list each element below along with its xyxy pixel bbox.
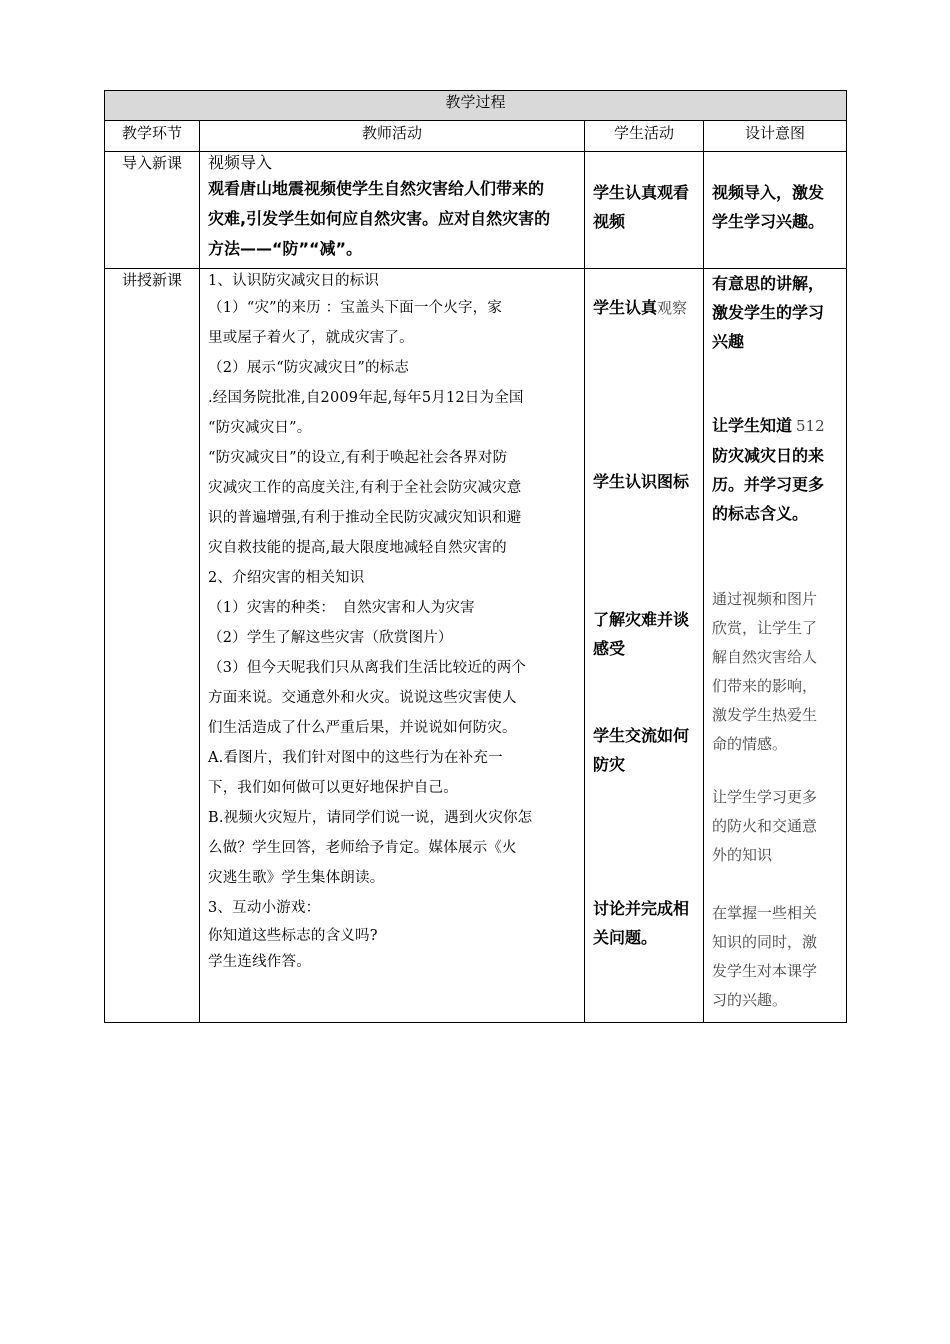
table-row [105,269,847,1023]
design-intent-intro [704,152,847,269]
text-line: （1）“灾”的来历 ：宝盖头下面一个火字，家 [208,300,503,316]
student-activity-intro [585,152,704,269]
student-activity-teaching [585,269,704,1023]
table-title: 教学过程 [105,91,847,121]
teacher-activity-intro [200,152,585,269]
text-line: 观看唐山地震视频使学生自然灾害给人们带来的 [208,179,545,198]
text-line: B.视频火灾短片，请同学们说一说，遇到火灾你怎 [208,810,533,826]
text-line: 么做？学生回答，老师给予肯定。媒体展示《火 [208,840,517,856]
text-line [593,293,703,323]
text-line: 让学生学习更多 [712,788,818,806]
header-stage: 教学环节 [105,121,200,152]
text-line: “防灾减灾日”。 [208,420,312,436]
text-line: 知识的同时，激 [712,933,818,951]
text-fragment: 让学生知道 [712,416,793,435]
text-line: 有意思的讲解， [712,274,825,293]
text-line: 激发学生的学习 [712,303,825,322]
text-fragment: 512 [796,417,825,435]
text-line: 1、认识防灾减灾日的标识 [208,273,380,289]
text-line: 的防火和交通意 [712,817,818,835]
text-line: 习的兴趣。 [712,991,788,1009]
text-line: 们带来的影响， [712,677,818,695]
text-line: 关问题。 [593,928,658,947]
text-line: 防灾 [593,755,626,774]
text-line: 里或屋子着火了，就成灾害了。 [208,330,414,346]
teacher-activity-teaching [200,269,585,1023]
text-line: 视频 [593,212,626,231]
text-line: .经国务院批准,自2009年起,每年5月12日为全国 [208,390,524,406]
text-line: 视频导入 [208,153,273,172]
text-line: 学生认真观看 [593,183,690,202]
text-line: 兴趣 [712,332,745,351]
text-line: 的标志含义。 [712,504,809,523]
text-line: 学生学习兴趣。 [712,212,825,231]
table-row [105,152,847,269]
text-line: 在掌握一些相关 [712,904,818,922]
text-line: 灾减灾工作的高度关注,有利于全社会防灾减灾意 [208,480,522,496]
text-line: 历。并学习更多 [712,475,825,494]
text-line: （2）展示“防灾减灾日”的标志 [208,360,410,376]
text-line: 灾逃生歌》学生集体朗读。 [208,870,385,886]
header-student-activity: 学生活动 [585,121,704,152]
stage-intro: 导入新课 [105,152,200,269]
text-line: 学生交流如何 [593,726,690,745]
text-line: 外的知识 [712,846,773,864]
text-line: 方面来说。交通意外和火灾。说说这些灾害使人 [208,690,517,706]
text-line: 欣赏，让学生了 [712,619,818,637]
text-line: （3）但今天呢我们只从离我们生活比较近的两个 [208,660,527,676]
text-line: A.看图片，我们针对图中的这些行为在补充一 [208,750,503,766]
text-line: 你知道这些标志的含义吗? [208,928,378,944]
text-line: 下，我们如何做可以更好地保护自己。 [208,780,458,796]
text-line: 防灾减灾日的来 [712,446,825,465]
header-teacher-activity: 教师活动 [200,121,585,152]
text-line: 2、介绍灾害的相关知识 [208,570,365,586]
text-line: 识的普遍增强,有利于推动全民防灾减灾知识和避 [208,510,522,526]
header-design-intent: 设计意图 [704,121,847,152]
text-line: 们生活造成了什么严重后果，并说说如何防灾。 [208,720,517,736]
text-line: 3、互动小游戏： [208,900,321,916]
text-line: 发学生对本课学 [712,962,818,980]
text-line: 命的情感。 [712,735,788,753]
text-line: 灾难,引发学生如何应自然灾害。应对自然灾害的 [208,209,551,228]
stage-teaching: 讲授新课 [105,269,200,1023]
text-line: 讨论并完成相 [593,899,690,918]
text-line: 通过视频和图片 [712,590,818,608]
design-intent-teaching [704,269,847,1023]
text-line [712,411,846,441]
teaching-process-table [104,90,847,1023]
text-line: 激发学生热爱生 [712,706,818,724]
text-line: （1）灾害的种类： 自然灾害和人为灾害 [208,600,475,616]
text-line: 感受 [593,639,626,658]
text-line: 视频导入，激发 [712,183,825,202]
text-fragment: 学生认真 [593,298,658,317]
text-line: 学生认识图标 [593,472,690,491]
text-line: （2）学生了解这些灾害（欣赏图片） [208,630,453,646]
text-line: 了解灾难并谈 [593,610,690,629]
text-line: 学生连线作答。 [208,954,311,970]
text-line: 灾自救技能的提高,最大限度地减轻自然灾害的 [208,540,507,556]
text-line: 解自然灾害给人 [712,648,818,666]
text-fragment: 观察 [657,299,688,317]
text-line: 方法——“防”“减”。 [208,239,363,258]
text-line: “防灾减灾日”的设立,有利于唤起社会各界对防 [208,450,508,466]
